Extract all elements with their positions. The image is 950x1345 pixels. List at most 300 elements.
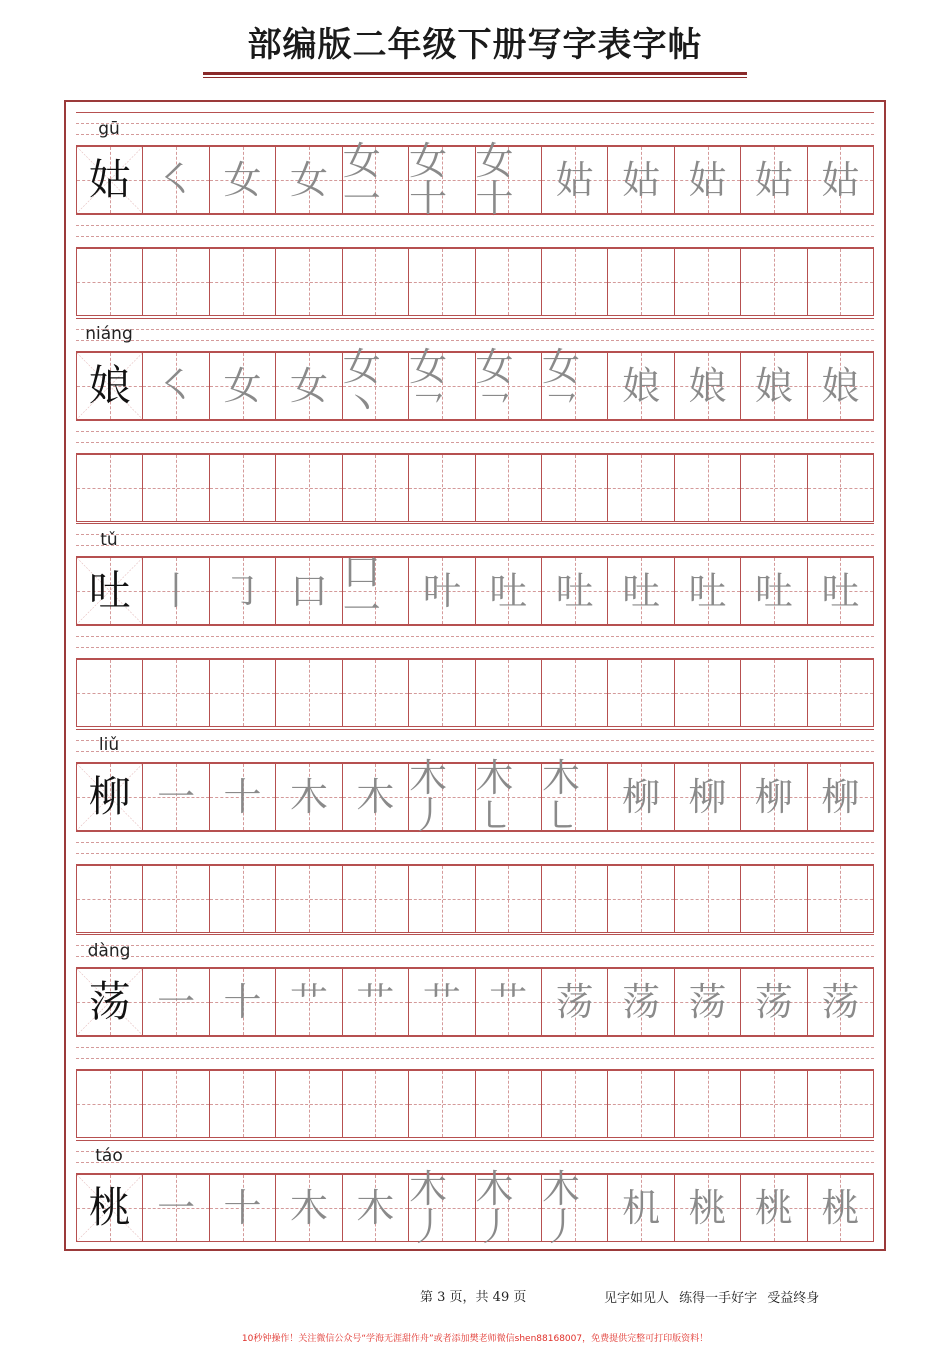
cell-midline-v <box>708 866 709 932</box>
writing-cell[interactable] <box>807 248 874 316</box>
model-character: 柳 <box>88 771 131 821</box>
stroke-step: 吐 <box>688 569 727 613</box>
writing-cell[interactable] <box>541 454 607 522</box>
blank-pinyin-row <box>76 1036 874 1070</box>
cell-midline-v <box>708 660 709 726</box>
blank-pinyin-row <box>76 625 874 659</box>
guide-line <box>76 318 874 319</box>
pinyin-label: tǔ <box>100 529 118 550</box>
writing-cell[interactable] <box>275 1070 341 1138</box>
stroke-step: 女㇖ <box>409 344 448 427</box>
pinyin-label: gū <box>98 118 120 139</box>
trace-stroke-cell <box>209 352 275 420</box>
stroke-step: 女 <box>289 158 328 202</box>
trace-stroke-cell <box>142 1174 208 1242</box>
trace-stroke-cell <box>541 968 607 1036</box>
model-character-cell <box>76 352 142 420</box>
stroke-step: 木丿 <box>475 1166 514 1249</box>
stroke-step: 姑 <box>622 158 661 202</box>
stroke-step: 姑 <box>821 158 860 202</box>
stroke-step: 荡 <box>688 980 727 1024</box>
stroke-step: 吐 <box>555 569 594 613</box>
trace-stroke-cell <box>541 146 607 214</box>
trace-stroke-cell <box>275 146 341 214</box>
writing-cell[interactable] <box>76 454 142 522</box>
stroke-step: 娘 <box>754 363 793 408</box>
cell-midline-v <box>840 455 841 521</box>
model-character-cell <box>76 968 142 1036</box>
cell-midline-v <box>243 1071 244 1137</box>
writing-cell[interactable] <box>674 454 740 522</box>
pinyin-label: táo <box>95 1146 123 1166</box>
writing-cell[interactable] <box>209 865 275 933</box>
writing-cell[interactable] <box>142 865 208 933</box>
writing-cell[interactable] <box>740 659 806 727</box>
blank-pinyin-row <box>76 214 874 248</box>
cell-midline-v <box>110 1071 111 1137</box>
cell-midline-v <box>375 249 376 315</box>
trace-stroke-cell <box>807 968 874 1036</box>
stroke-step: 女十 <box>475 139 514 221</box>
stroke-order-row <box>76 139 874 221</box>
writing-cell[interactable] <box>142 248 208 316</box>
stroke-step: 女一 <box>342 139 381 221</box>
trace-stroke-cell <box>541 1166 607 1249</box>
stroke-step: 十 <box>223 1185 262 1230</box>
writing-cell[interactable] <box>408 248 474 316</box>
guide-line <box>76 1162 874 1163</box>
guide-line <box>76 236 874 237</box>
cell-midline-v <box>442 1071 443 1137</box>
writing-cell[interactable] <box>209 454 275 522</box>
model-character: 娘 <box>88 360 131 410</box>
guide-line <box>76 431 874 432</box>
trace-stroke-cell <box>142 352 208 420</box>
stroke-step: 姑 <box>555 158 594 202</box>
stroke-step: 木丿 <box>409 1166 448 1249</box>
trace-stroke-cell <box>740 1174 806 1242</box>
writing-cell[interactable] <box>275 454 341 522</box>
writing-cell[interactable] <box>475 659 541 727</box>
cell-midline-v <box>176 660 177 726</box>
guide-line <box>76 523 874 524</box>
guide-line <box>76 831 874 832</box>
stroke-step: 木㇄ <box>475 755 514 838</box>
cell-midline-v <box>110 866 111 932</box>
writing-cell[interactable] <box>209 659 275 727</box>
writing-cell[interactable] <box>807 865 874 933</box>
cell-midline-v <box>508 1071 509 1137</box>
cell-midline-v <box>840 249 841 315</box>
cell-midline-v <box>442 249 443 315</box>
stroke-step: 口一 <box>342 550 381 632</box>
guide-line <box>76 1140 874 1141</box>
writing-cell[interactable] <box>76 248 142 316</box>
guide-line <box>76 134 874 135</box>
trace-stroke-cell <box>740 968 806 1036</box>
writing-cell[interactable] <box>541 1070 607 1138</box>
stroke-step: 娘 <box>688 363 727 408</box>
cell-midline-v <box>243 249 244 315</box>
writing-cell[interactable] <box>408 865 474 933</box>
trace-stroke-cell <box>275 557 341 625</box>
trace-stroke-cell <box>674 763 740 831</box>
guide-line <box>76 442 874 443</box>
stroke-step: 艹 <box>422 980 461 1024</box>
trace-stroke-cell <box>674 1174 740 1242</box>
writing-cell[interactable] <box>674 248 740 316</box>
stroke-step: 柳 <box>821 774 860 819</box>
trace-stroke-cell <box>142 146 208 214</box>
writing-cell[interactable] <box>408 454 474 522</box>
writing-cell[interactable] <box>807 454 874 522</box>
trace-stroke-cell <box>475 344 541 427</box>
stroke-step: ㇆ <box>223 569 262 613</box>
writing-cell[interactable] <box>740 865 806 933</box>
guide-line <box>76 112 874 113</box>
stroke-order-row <box>76 344 874 427</box>
cell-midline-v <box>840 660 841 726</box>
cell-midline-v <box>840 866 841 932</box>
empty-practice-row <box>76 248 874 316</box>
stroke-step: 木丿 <box>409 755 448 838</box>
writing-cell[interactable] <box>142 659 208 727</box>
stroke-order-row <box>76 755 874 838</box>
trace-stroke-cell <box>275 352 341 420</box>
writing-cell[interactable] <box>342 659 408 727</box>
model-character: 姑 <box>88 155 131 204</box>
guide-line <box>76 740 874 741</box>
model-character-cell <box>76 146 142 214</box>
pinyin-label: dàng <box>87 940 131 961</box>
cell-midline-v <box>375 1071 376 1137</box>
empty-practice-row <box>76 454 874 522</box>
cell-midline-v <box>375 866 376 932</box>
cell-midline-v <box>641 660 642 726</box>
writing-cell[interactable] <box>342 865 408 933</box>
cell-midline-v <box>442 660 443 726</box>
footer-promo-note: 10秒钟操作！关注微信公众号“学海无涯甜作舟”或者添加樊老师微信shen88168007，免费提供完整可打印版资料！ <box>241 1334 709 1344</box>
writing-cell[interactable] <box>740 454 806 522</box>
stroke-step: 姑 <box>754 158 793 202</box>
page-title: 部编版二年级下册写字表字帖 <box>247 25 703 65</box>
cell-midline-v <box>575 455 576 521</box>
cell-midline-v <box>176 249 177 315</box>
pinyin-row <box>76 112 874 146</box>
trace-stroke-cell <box>674 352 740 420</box>
cell-midline-v <box>110 455 111 521</box>
cell-midline-v <box>575 249 576 315</box>
stroke-step: 吐 <box>821 569 860 613</box>
trace-stroke-cell <box>408 968 474 1036</box>
trace-stroke-cell <box>541 755 607 838</box>
stroke-step: 姑 <box>688 158 727 202</box>
title-underline-thick <box>203 72 747 75</box>
stroke-step: 女㇖ <box>475 344 514 427</box>
trace-stroke-cell <box>674 557 740 625</box>
stroke-step: ㇛ <box>157 363 196 408</box>
writing-cell[interactable] <box>408 1070 474 1138</box>
writing-cell[interactable] <box>607 659 673 727</box>
stroke-order-row <box>76 550 874 632</box>
writing-cell[interactable] <box>740 248 806 316</box>
writing-cell[interactable] <box>607 248 673 316</box>
stroke-step: 桃 <box>821 1185 860 1230</box>
cell-midline-v <box>641 249 642 315</box>
stroke-step: 女丶 <box>342 344 381 427</box>
writing-cell[interactable] <box>475 865 541 933</box>
writing-cell[interactable] <box>76 1070 142 1138</box>
pinyin-label: liǔ <box>98 735 120 755</box>
writing-cell[interactable] <box>674 865 740 933</box>
page-number: 第 3 页，共 49 页 <box>420 1290 527 1305</box>
writing-cell[interactable] <box>342 248 408 316</box>
stroke-step: 吐 <box>622 569 661 613</box>
stroke-step: 荡 <box>754 980 793 1024</box>
trace-stroke-cell <box>475 557 541 625</box>
cell-midline-v <box>774 249 775 315</box>
cell-midline-v <box>375 455 376 521</box>
writing-cell[interactable] <box>142 454 208 522</box>
stroke-step: 荡 <box>555 980 594 1024</box>
stroke-step: 木 <box>356 774 395 819</box>
trace-stroke-cell <box>541 344 607 427</box>
writing-cell[interactable] <box>541 865 607 933</box>
stroke-step: 机 <box>622 1185 661 1230</box>
model-character-cell <box>76 557 142 625</box>
trace-stroke-cell <box>209 146 275 214</box>
trace-stroke-cell <box>209 968 275 1036</box>
trace-stroke-cell <box>740 146 806 214</box>
stroke-step: 吐 <box>754 569 793 613</box>
pinyin-row <box>76 318 874 352</box>
writing-cell[interactable] <box>607 1070 673 1138</box>
guide-line <box>76 636 874 637</box>
writing-cell[interactable] <box>209 248 275 316</box>
stroke-step: 女十 <box>409 139 448 221</box>
writing-cell[interactable] <box>275 865 341 933</box>
stroke-step: 丨 <box>157 569 196 613</box>
stroke-order-row <box>76 968 874 1036</box>
trace-stroke-cell <box>342 550 408 632</box>
cell-midline-v <box>243 455 244 521</box>
writing-cell[interactable] <box>607 865 673 933</box>
cell-midline-v <box>575 660 576 726</box>
trace-stroke-cell <box>475 1166 541 1249</box>
trace-stroke-cell <box>342 968 408 1036</box>
model-character-cell <box>76 763 142 831</box>
writing-cell[interactable] <box>541 659 607 727</box>
stroke-step: 桃 <box>688 1185 727 1230</box>
stroke-step: 荡 <box>622 980 661 1024</box>
model-character: 桃 <box>88 1182 131 1232</box>
stroke-step: 娘 <box>821 363 860 408</box>
practice-sheet <box>64 100 886 1251</box>
cell-midline-v <box>708 455 709 521</box>
stroke-step: 艹 <box>489 980 528 1024</box>
cell-midline-v <box>774 660 775 726</box>
pinyin-row <box>76 1140 874 1174</box>
stroke-step: 桃 <box>754 1185 793 1230</box>
trace-stroke-cell <box>475 139 541 221</box>
trace-stroke-cell <box>607 557 673 625</box>
stroke-step: 叶 <box>422 569 461 613</box>
trace-stroke-cell <box>607 352 673 420</box>
writing-cell[interactable] <box>209 1070 275 1138</box>
writing-cell[interactable] <box>674 1070 740 1138</box>
stroke-step: 女㇖ <box>541 344 580 427</box>
writing-cell[interactable] <box>807 1070 874 1138</box>
stroke-step: 十 <box>223 774 262 819</box>
stroke-step: 木 <box>289 1185 328 1230</box>
cell-midline-v <box>641 1071 642 1137</box>
cell-midline-v <box>176 866 177 932</box>
cell-midline-v <box>508 249 509 315</box>
writing-cell[interactable] <box>607 454 673 522</box>
cell-midline-v <box>508 660 509 726</box>
trace-stroke-cell <box>142 557 208 625</box>
cell-midline-v <box>641 455 642 521</box>
trace-stroke-cell <box>807 763 874 831</box>
trace-stroke-cell <box>209 557 275 625</box>
stroke-step: 十 <box>223 980 262 1024</box>
stroke-step: 女 <box>289 363 328 408</box>
stroke-step: 一 <box>157 774 196 819</box>
writing-cell[interactable] <box>142 1070 208 1138</box>
guide-line <box>76 625 874 626</box>
practice-grid <box>76 112 874 1249</box>
writing-cell[interactable] <box>275 659 341 727</box>
cell-midline-v <box>309 249 310 315</box>
trace-stroke-cell <box>275 968 341 1036</box>
cell-midline-v <box>442 455 443 521</box>
trace-stroke-cell <box>674 146 740 214</box>
trace-stroke-cell <box>275 763 341 831</box>
guide-line <box>76 853 874 854</box>
stroke-step: 口 <box>289 569 328 613</box>
writing-cell[interactable] <box>475 454 541 522</box>
cell-midline-v <box>176 455 177 521</box>
trace-stroke-cell <box>142 763 208 831</box>
writing-cell[interactable] <box>674 659 740 727</box>
guide-line <box>76 1036 874 1037</box>
guide-line <box>76 214 874 215</box>
empty-practice-row <box>76 1070 874 1138</box>
stroke-step: 艹 <box>356 980 395 1024</box>
guide-line <box>76 545 874 546</box>
stroke-order-row <box>76 1166 874 1249</box>
trace-stroke-cell <box>408 139 474 221</box>
trace-stroke-cell <box>408 1166 474 1249</box>
trace-stroke-cell <box>209 1174 275 1242</box>
cell-midline-v <box>309 866 310 932</box>
stroke-step: 娘 <box>622 363 661 408</box>
trace-stroke-cell <box>475 968 541 1036</box>
trace-stroke-cell <box>607 146 673 214</box>
stroke-step: 柳 <box>688 774 727 819</box>
cell-midline-v <box>641 866 642 932</box>
guide-line <box>76 945 874 946</box>
writing-cell[interactable] <box>807 659 874 727</box>
cell-midline-v <box>774 1071 775 1137</box>
stroke-step: 女 <box>223 158 262 202</box>
trace-stroke-cell <box>342 1174 408 1242</box>
cell-midline-v <box>375 660 376 726</box>
writing-cell[interactable] <box>275 248 341 316</box>
guide-line <box>76 729 874 730</box>
trace-stroke-cell <box>342 344 408 427</box>
cell-midline-v <box>110 249 111 315</box>
trace-stroke-cell <box>807 352 874 420</box>
trace-stroke-cell <box>342 763 408 831</box>
writing-cell[interactable] <box>408 659 474 727</box>
blank-pinyin-row <box>76 420 874 454</box>
writing-cell[interactable] <box>475 248 541 316</box>
trace-stroke-cell <box>342 139 408 221</box>
empty-practice-row <box>76 659 874 727</box>
guide-line <box>76 1047 874 1048</box>
trace-stroke-cell <box>607 763 673 831</box>
cell-midline-v <box>176 1071 177 1137</box>
writing-cell[interactable] <box>76 865 142 933</box>
cell-midline-v <box>243 660 244 726</box>
stroke-step: ㇛ <box>157 158 196 202</box>
writing-cell[interactable] <box>342 454 408 522</box>
cell-midline-v <box>309 660 310 726</box>
trace-stroke-cell <box>674 968 740 1036</box>
pinyin-label: niáng <box>85 324 133 344</box>
trace-stroke-cell <box>209 763 275 831</box>
stroke-step: 吐 <box>489 569 528 613</box>
trace-stroke-cell <box>541 557 607 625</box>
cell-midline-v <box>508 455 509 521</box>
cell-midline-v <box>309 1071 310 1137</box>
model-character: 荡 <box>88 977 131 1026</box>
stroke-step: 一 <box>157 1185 196 1230</box>
stroke-step: 一 <box>157 980 196 1024</box>
writing-cell[interactable] <box>475 1070 541 1138</box>
trace-stroke-cell <box>740 557 806 625</box>
guide-line <box>76 647 874 648</box>
trace-stroke-cell <box>807 146 874 214</box>
writing-cell[interactable] <box>342 1070 408 1138</box>
trace-stroke-cell <box>607 968 673 1036</box>
trace-stroke-cell <box>142 968 208 1036</box>
trace-stroke-cell <box>408 557 474 625</box>
writing-cell[interactable] <box>541 248 607 316</box>
trace-stroke-cell <box>475 755 541 838</box>
cell-midline-v <box>110 660 111 726</box>
trace-stroke-cell <box>740 763 806 831</box>
trace-stroke-cell <box>408 344 474 427</box>
guide-line <box>76 934 874 935</box>
model-character: 吐 <box>88 566 131 615</box>
writing-cell[interactable] <box>76 659 142 727</box>
stroke-step: 木 <box>356 1185 395 1230</box>
stroke-step: 木丿 <box>541 1166 580 1249</box>
cell-midline-v <box>774 866 775 932</box>
guide-line <box>76 1058 874 1059</box>
guide-line <box>76 420 874 421</box>
stroke-step: 木㇄ <box>541 755 580 838</box>
cell-midline-v <box>575 866 576 932</box>
stroke-step: 女 <box>223 363 262 408</box>
stroke-step: 柳 <box>622 774 661 819</box>
writing-cell[interactable] <box>740 1070 806 1138</box>
guide-line <box>76 842 874 843</box>
cell-midline-v <box>442 866 443 932</box>
title-underline-thin <box>203 77 747 78</box>
